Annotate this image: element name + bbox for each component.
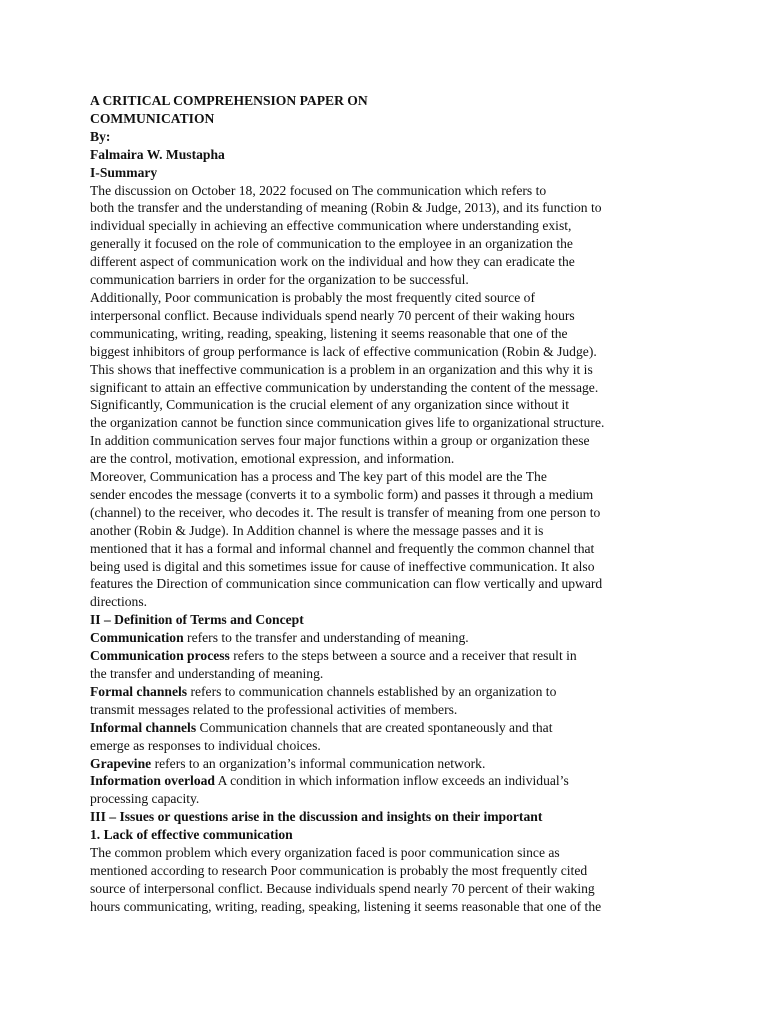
summary-line: are the control, motivation, emotional expression, and information. — [90, 451, 455, 467]
author-name: Falmaira W. Mustapha — [90, 146, 225, 162]
summary-line: Additionally, Poor communication is probably the most frequently cited source of — [90, 289, 535, 305]
summary-line: (channel) to the receiver, who decodes it. The result is transfer of meaning from one person to — [90, 504, 601, 520]
definition-text: Communication channels that are created spontaneously and that — [196, 719, 553, 735]
summary-line: Significantly, Communication is the crucial element of any organization since without it — [90, 397, 570, 413]
summary-line: communication barriers in order for the organization to be successful. — [90, 272, 469, 288]
definition-information-overload — [90, 772, 670, 790]
summary-line: This shows that ineffective communication is a problem in an organization and this why it is — [90, 361, 593, 377]
definition-text: refers to communication channels established by an organization to — [187, 683, 557, 699]
definition-text: emerge as responses to individual choices. — [90, 737, 321, 753]
summary-line: directions. — [90, 594, 148, 610]
definition-communication — [90, 629, 670, 647]
definition-term: Informal channels — [90, 719, 197, 735]
body-line: mentioned according to research Poor communication is probably the most frequently cited — [90, 862, 588, 878]
section-3-heading: III – Issues or questions arise in the discussion and insights on their important — [90, 809, 543, 825]
definition-text: refers to an organization’s informal communication network. — [151, 755, 486, 771]
definition-term: Grapevine — [90, 755, 152, 771]
body-line: The common problem which every organization faced is poor communication since as — [90, 845, 560, 861]
definition-text: processing capacity. — [90, 791, 200, 807]
summary-line: being used is digital and this sometimes issue for cause of ineffective communication. It also — [90, 558, 595, 574]
definition-term: Information overload — [90, 773, 215, 789]
summary-line: mentioned that it has a formal and informal channel and frequently the common channel that — [90, 540, 595, 556]
summary-line: sender encodes the message (converts it to a symbolic form) and passes it through a medium — [90, 486, 594, 502]
summary-line: significant to attain an effective communication by understanding the content of the message. — [90, 379, 599, 395]
definition-grapevine — [90, 755, 670, 773]
summary-line: communicating, writing, reading, speaking, listening it seems reasonable that one of the — [90, 325, 568, 341]
definition-formal-channels — [90, 683, 670, 701]
definition-text: transmit messages related to the professional activities of members. — [90, 701, 458, 717]
definition-informal-channels — [90, 719, 670, 737]
document-page — [90, 92, 670, 916]
definition-term: Formal channels — [90, 683, 188, 699]
summary-line: individual specially in achieving an effective communication where understanding exist, — [90, 218, 572, 234]
title-line-2: COMMUNICATION — [90, 110, 215, 126]
subsection-1-paragraph — [90, 844, 670, 916]
definition-communication-process — [90, 647, 670, 665]
summary-line: different aspect of communication work on the individual and how they can eradicate the — [90, 254, 575, 270]
definition-term: Communication — [90, 630, 184, 646]
section-2-heading: II – Definition of Terms and Concept — [90, 612, 304, 628]
summary-line: In addition communication serves four major functions within a group or organization these — [90, 433, 590, 449]
by-label: By: — [90, 128, 111, 144]
summary-line: both the transfer and the understanding of meaning (Robin & Judge, 2013), and its function to — [90, 200, 602, 216]
summary-line: the organization cannot be function since communication gives life to organizational structure. — [90, 415, 605, 431]
body-line: source of interpersonal conflict. Because individuals spend nearly 70 percent of their waking — [90, 880, 595, 896]
definition-text: A condition in which information inflow exceeds an individual’s — [214, 773, 569, 789]
definition-text: the transfer and understanding of meaning. — [90, 666, 324, 681]
title-line-1: A CRITICAL COMPREHENSION PAPER ON — [90, 93, 368, 108]
summary-line: interpersonal conflict. Because individuals spend nearly 70 percent of their waking hours — [90, 307, 575, 323]
summary-line: another (Robin & Judge). In Addition channel is where the message passes and it is — [90, 522, 544, 538]
summary-line: biggest inhibitors of group performance is lack of effective communication (Robin & Judge). — [90, 343, 597, 359]
definition-term: Communication process — [90, 648, 230, 664]
subsection-1-heading: 1. Lack of effective communication — [90, 827, 293, 843]
summary-line: generally it focused on the role of communication to the employee in an organization the — [90, 236, 573, 252]
section-1-heading: I-Summary — [90, 164, 158, 180]
summary-paragraphs — [90, 182, 670, 612]
summary-line: features the Direction of communication since communication can flow vertically and upward — [90, 576, 603, 592]
definition-text: refers to the steps between a source and a receiver that result in — [229, 648, 577, 664]
definition-text: refers to the transfer and understanding of meaning. — [183, 630, 469, 646]
summary-line: The discussion on October 18, 2022 focused on The communication which refers to — [90, 182, 547, 198]
body-line: hours communicating, writing, reading, speaking, listening it seems reasonable that one of the — [90, 898, 602, 914]
summary-line: Moreover, Communication has a process and The key part of this model are the The — [90, 469, 547, 485]
